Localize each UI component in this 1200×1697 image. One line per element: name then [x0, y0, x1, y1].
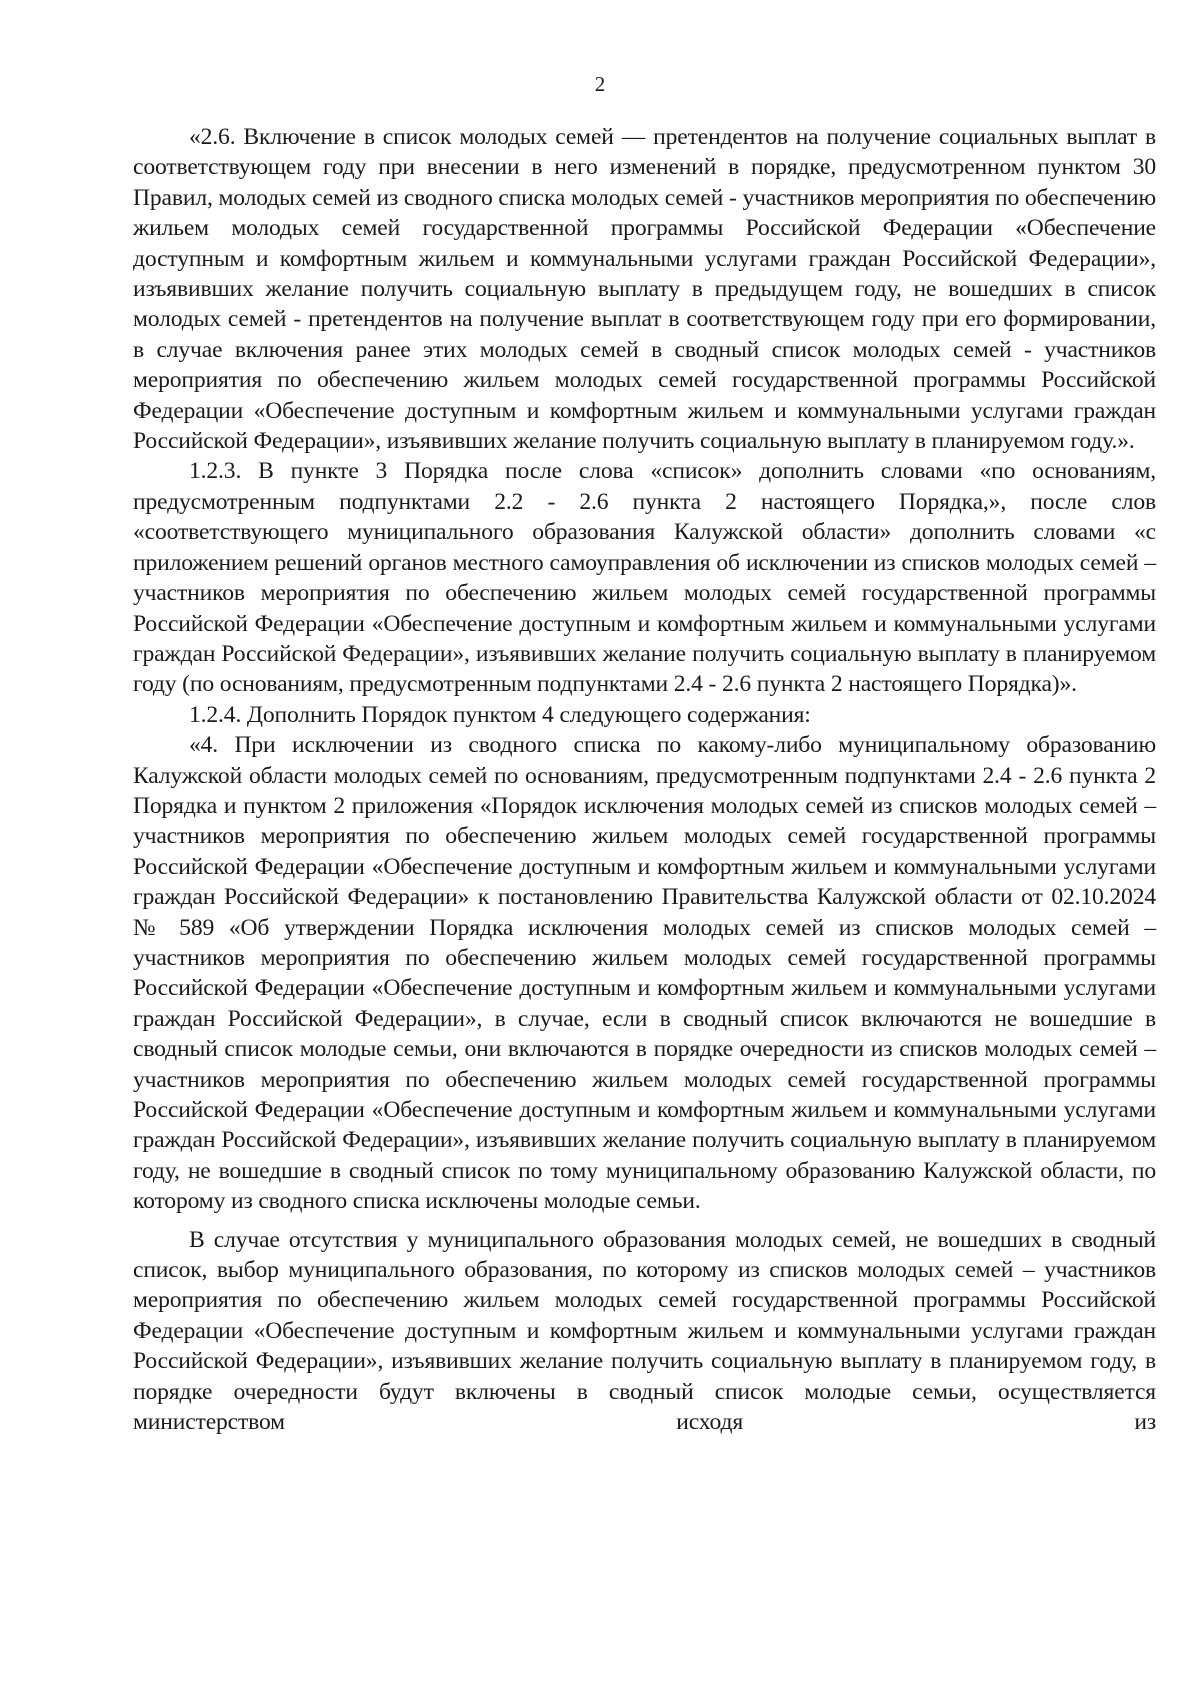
paragraph-1-2-3: 1.2.3. В пункте 3 Порядка после слова «список» дополнить словами «по основаниям, предусмотренным подпунктами 2.2 - 2.6 пункта 2 настоящего Порядка,», после слов «соответствующего муниципального образования Калужской области» дополнить словами «с приложением решений органов местного самоуправления об исключении из списков молодых семей – участников мероприятия по обеспечению жильем молодых семей государственной программы Российской Федерации «Обеспечение доступным и комфортным жильем и коммунальными услугами граждан Российской Федерации», изъявивших желание получить социальную выплату в планируемом году (по основаниям, предусмотренным подпунктами 2.4 - 2.6 пункта 2 настоящего Порядка)». [133, 458, 1156, 698]
paragraph-absence-case: В случае отсутствия у муниципального образования молодых семей, не вошедших в сводный список, выбор муниципального образования, по которому из списков молодых семей – участников мероприятия по обеспечению жильем молодых семей государственной программы Российской Федерации «Обеспечение доступным и комфортным жильем и коммунальными услугами граждан Российской Федерации», изъявивших желание получить социальную выплату в планируемом году, в порядке очередности будут включены в сводный список молодые семьи, осуществляется министерством исходя из [133, 1226, 1156, 1436]
page-number: 2 [594, 72, 606, 96]
paragraph-2-6: «2.6. Включение в список молодых семей — претендентов на получение социальных выплат в соответствующем году при внесении в него изменений в порядке, предусмотренном пунктом 30 Правил, молодых семей из сводного списка молодых семей - участников мероприятия по обеспечению жильем молодых семей государственной программы Российской Федерации «Обеспечение доступным и комфортным жильем и коммунальными услугами граждан Российской Федерации», изъявивших желание получить социальную выплату в предыдущем году, не вошедших в список молодых семей - претендентов на получение выплат в соответствующем году при его формировании, в случае включения ранее этих молодых семей в сводный список молодых семей - участников мероприятия по обеспечению жильем молодых семей государственной программы Российской Федерации «Обеспечение доступным и комфортным жильем и коммунальными услугами граждан Российской Федерации», изъявивших желание получить социальную выплату в планируемом году.». [133, 124, 1156, 455]
document-body [133, 122, 1156, 1437]
paragraph-point-4: «4. При исключении из сводного списка по какому-либо муниципальному образованию Калужской области молодых семей по основаниям, предусмотренным подпунктами 2.4 - 2.6 пункта 2 Порядка и пунктом 2 приложения «Порядок исключения молодых семей из списков молодых семей – участников мероприятия по обеспечению жильем молодых семей государственной программы Российской Федерации «Обеспечение доступным и комфортным жильем и коммунальными услугами граждан Российской Федерации» к постановлению Правительства Калужской области от 02.10.2024 № 589 «Об утверждении Порядка исключения молодых семей из списков молодых семей – участников мероприятия по обеспечению жильем молодых семей государственной программы Российской Федерации «Обеспечение доступным и комфортным жильем и коммунальными услугами граждан Российской Федерации», в случае, если в сводный список включаются не вошедшие в сводный список молодые семьи, они включаются в порядке очередности из списков молодых семей – участников мероприятия по обеспечению жильем молодых семей государственной программы Российской Федерации «Обеспечение доступным и комфортным жильем и коммунальными услугами граждан Российской Федерации», изъявивших желание получить социальную выплату в планируемом году, не вошедшие в сводный список по тому муниципальному образованию Калужской области, по которому из сводного списка исключены молодые семьи. [133, 732, 1156, 1215]
paragraph-1-2-4: 1.2.4. Дополнить Порядок пунктом 4 следующего содержания: [189, 701, 811, 728]
